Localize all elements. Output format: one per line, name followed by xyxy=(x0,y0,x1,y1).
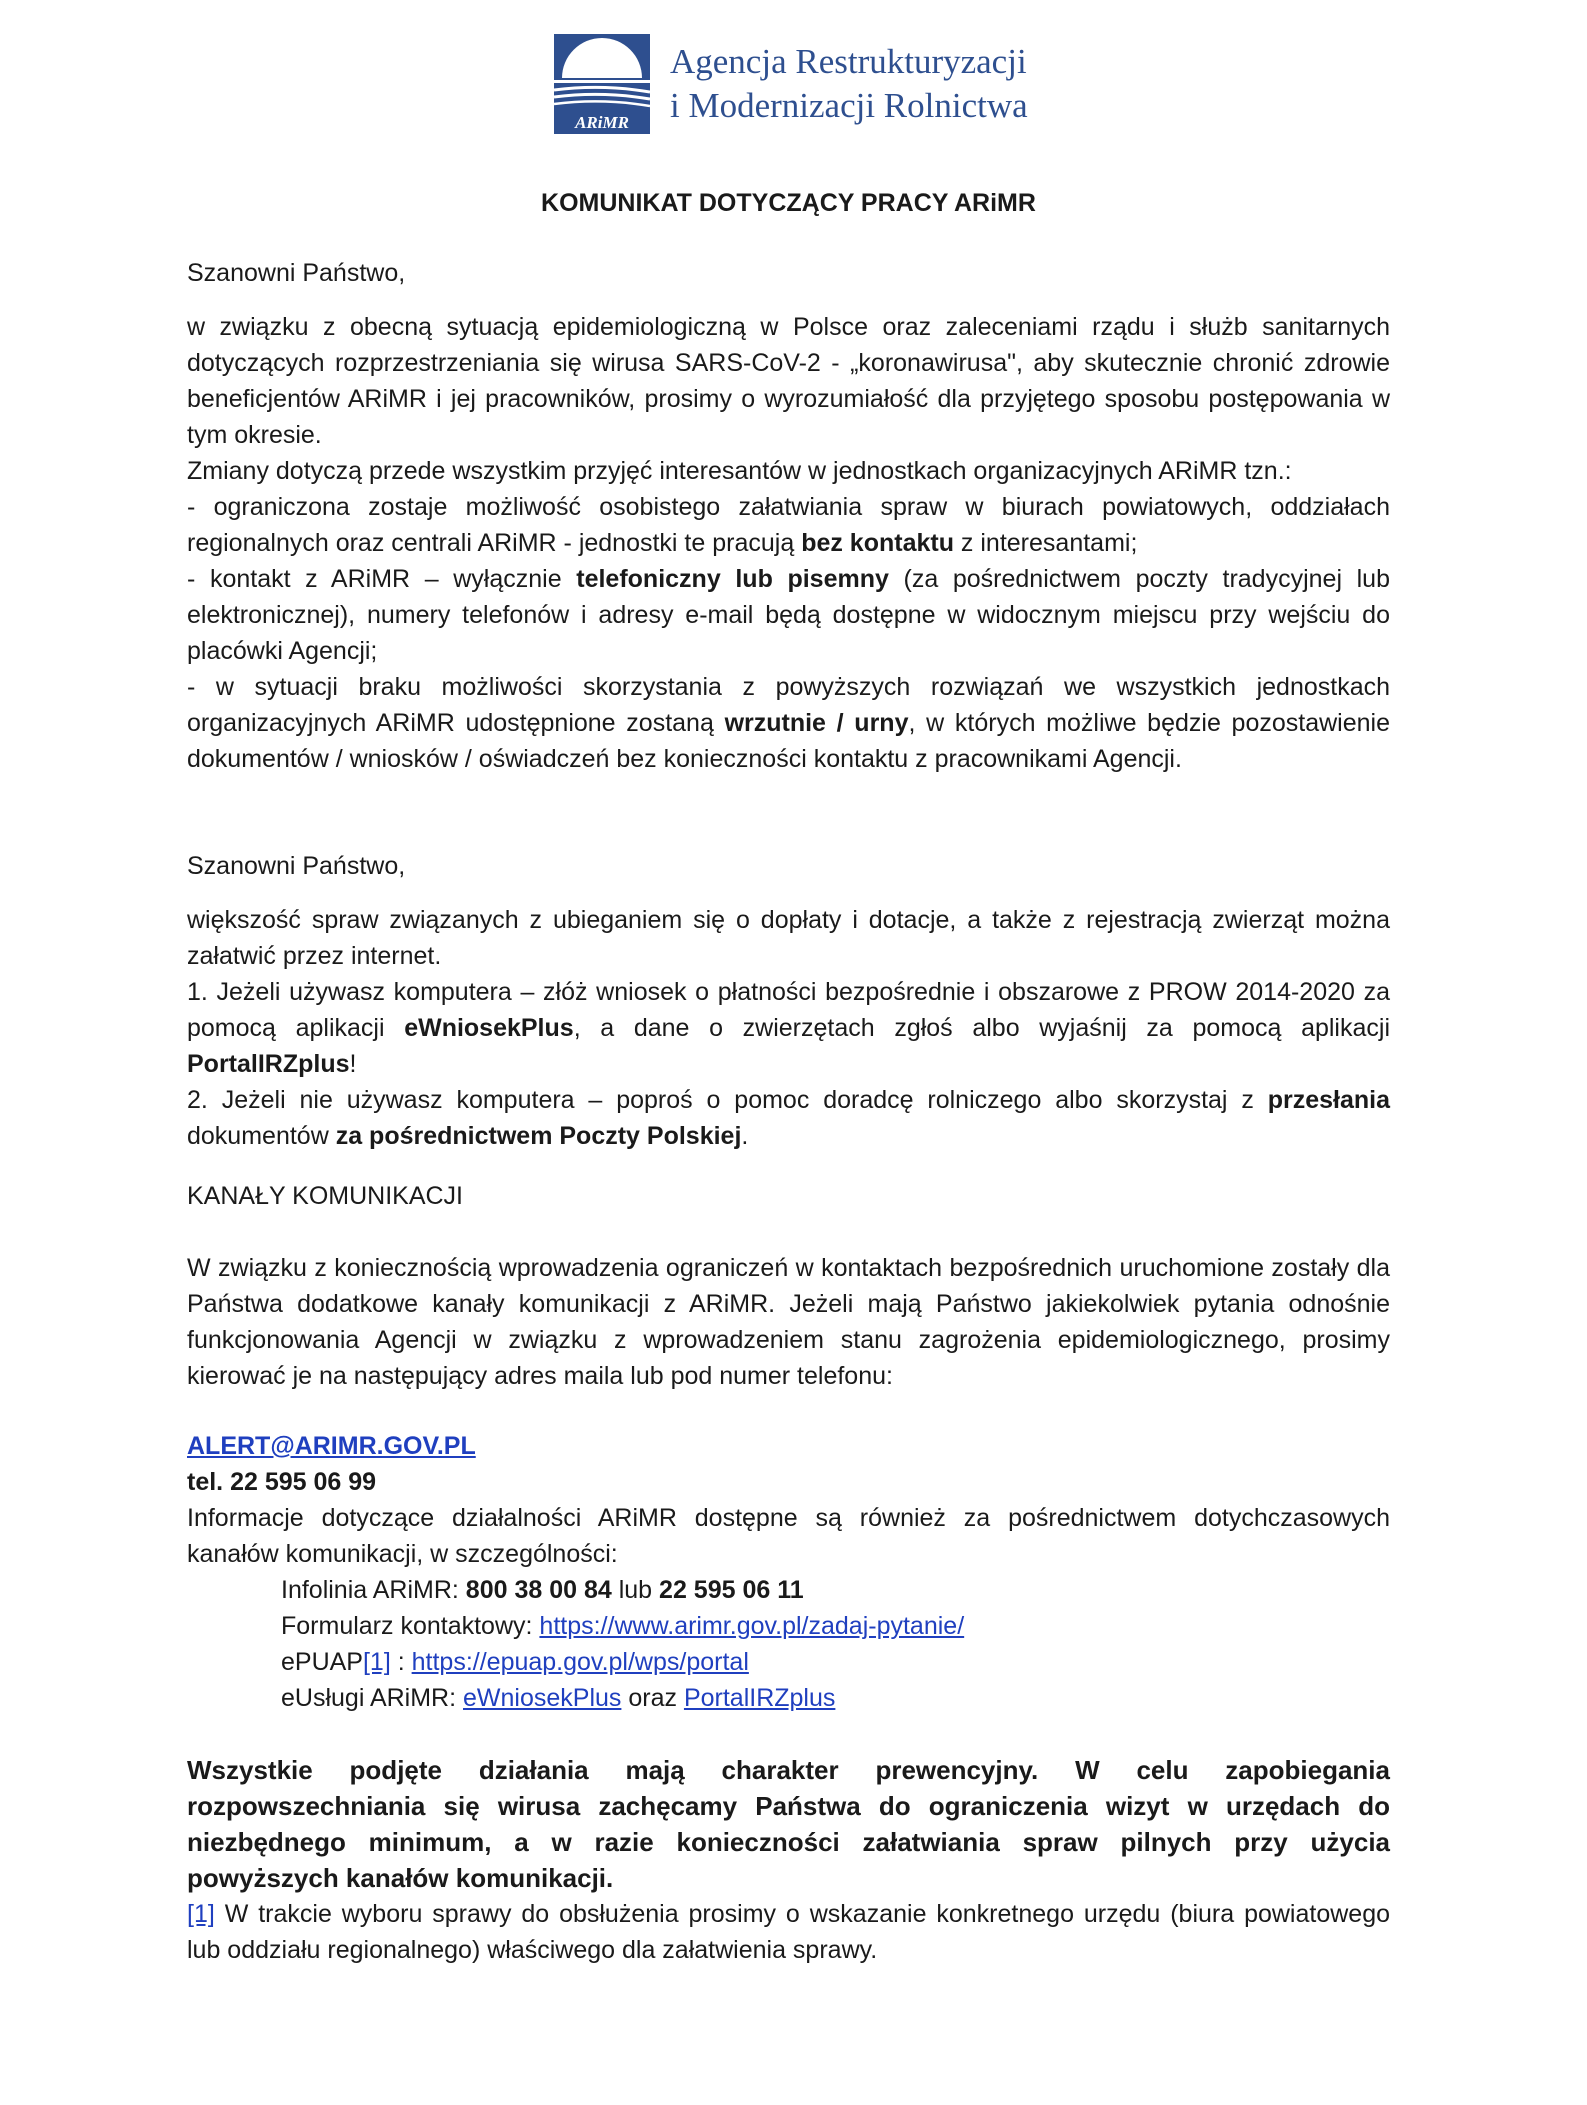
internet-option-1 xyxy=(187,974,1390,1082)
change-item-2-bold: telefoniczny lub pisemny xyxy=(576,565,889,593)
footnote-ref[interactable]: [1] xyxy=(187,1900,215,1928)
change-item-3-bold: wrzutnie / urny xyxy=(724,709,909,737)
epuap-separator: : xyxy=(390,1648,412,1676)
change-item-1-bold: bez kontaktu xyxy=(801,529,954,557)
arimr-logo-mark xyxy=(554,34,650,134)
option-2-text-c: . xyxy=(741,1122,749,1150)
channels-info: Informacje dotyczące działalności ARiMR dostępne są również za pośrednictwem dotychczasowych kanałów komunikacji, w szczególności: xyxy=(187,1504,1390,1568)
option-2-bold-2: za pośrednictwem Poczty Polskiej xyxy=(335,1122,742,1150)
alert-email-link[interactable]: ALERT@ARIMR.GOV.PL xyxy=(187,1432,476,1460)
option-1-app-portalirzplus: PortalIRZplus xyxy=(187,1050,350,1078)
footnote-text: W trakcie wyboru sprawy do obsłużenia prosimy o wskazanie konkretnego urzędu (biura powiatowego lub oddziału regionalnego) właściwego dla załatwienia sprawy. xyxy=(187,1900,1390,1964)
option-1-text-a: 1. Jeżeli używasz komputera – złóż wniosek o płatności bezpośrednie i obszarowe z PROW 2014-2020 za pomocą aplikacji xyxy=(187,978,1390,1042)
contact-email-line xyxy=(187,1428,1390,1464)
change-item-2 xyxy=(187,561,1390,669)
epuap-line xyxy=(187,1644,1484,1680)
greeting-1: Szanowni Państwo, xyxy=(187,259,406,287)
greeting-2: Szanowni Państwo, xyxy=(187,852,406,880)
option-2-text-b: dokumentów xyxy=(187,1122,336,1150)
infolinia-number-1: 800 38 00 84 xyxy=(465,1576,612,1604)
option-1-text-c: ! xyxy=(349,1050,357,1078)
option-1-text-b: , a dane o zwierzętach zgłoś albo wyjaśnij za pomocą aplikacji xyxy=(573,1014,1391,1042)
section1-intro: w związku z obecną sytuacją epidemiologiczną w Polsce oraz zaleceniami rządu i służb sanitarnych dotyczących rozprzestrzeniania się wirusa SARS-CoV-2 - „koronawirusa", aby skutecznie chronić zdrowie beneficjentów ARiMR i jej pracowników, prosimy o wyrozumiałość dla przyjętego sposobu postępowania w tym okresie. xyxy=(187,313,1390,449)
contact-form-line xyxy=(187,1608,1484,1644)
epuap-label: ePUAP xyxy=(281,1648,363,1676)
change-item-1-text-a: - ograniczona zostaje możliwość osobistego załatwiania spraw w biurach powiatowych, oddziałach regionalnych oraz centrali ARiMR - jednostki te pracują xyxy=(187,493,1390,557)
contact-form-label: Formularz kontaktowy: xyxy=(281,1612,540,1640)
change-item-2-text-b: (za pośrednictwem poczty tradycyjnej lub elektronicznej), numery telefonów i adresy e-mail będą dostępne w widocznym miejscu przy wejściu do placówki Agencji; xyxy=(187,565,1390,665)
logo-text-line1: Agencja Restrukturyzacji xyxy=(670,42,1027,81)
change-item-2-text-a: - kontakt z ARiMR – wyłącznie xyxy=(187,565,577,593)
infolinia-label: Infolinia ARiMR: xyxy=(281,1576,466,1604)
change-item-1 xyxy=(187,489,1390,561)
section2-intro: większość spraw związanych z ubieganiem się o dopłaty i dotacje, a także z rejestracją zwierząt można załatwić przez internet. xyxy=(187,906,1390,970)
change-item-3 xyxy=(187,669,1390,777)
contact-form-link[interactable]: https://www.arimr.gov.pl/zadaj-pytanie/ xyxy=(539,1612,965,1640)
infolinia-number-2: 22 595 06 11 xyxy=(659,1576,804,1604)
epuap-link[interactable]: https://epuap.gov.pl/wps/portal xyxy=(411,1648,749,1676)
option-2-bold-1: przesłania xyxy=(1267,1086,1390,1114)
arimr-logo xyxy=(554,34,1034,134)
contact-phone: tel. 22 595 06 99 xyxy=(187,1468,377,1496)
logo-badge: ARiMR xyxy=(575,113,629,132)
closing-statement: Wszystkie podjęte działania mają charakter prewencyjny. W celu zapobiegania rozpowszechniania się wirusa zachęcamy Państwa do ograniczenia wizyt w urzędach do niezbędnego minimum, a w razie konieczności załatwiania spraw pilnych przy użycia powyższych kanałów komunikacji. xyxy=(187,1755,1390,1893)
eservices-portalirzplus-link[interactable]: PortalIRZplus xyxy=(683,1684,836,1712)
channels-heading: KANAŁY KOMUNIKACJI xyxy=(187,1182,464,1210)
infolinia-or: lub xyxy=(611,1576,660,1604)
epuap-footnote-ref[interactable]: [1] xyxy=(362,1648,391,1676)
change-item-3-text-b: , w których możliwe będzie pozostawienie dokumentów / wniosków / oświadczeń bez konieczności kontaktu z pracownikami Agencji. xyxy=(187,709,1390,773)
change-item-3-text-a: - w sytuacji braku możliwości skorzystania z powyższych rozwiązań we wszystkich jednostkach organizacyjnych ARiMR udostępnione zostaną xyxy=(187,673,1390,737)
option-1-app-ewniosekplus: eWniosekPlus xyxy=(404,1014,574,1042)
eservices-and: oraz xyxy=(621,1684,684,1712)
option-2-text-a: 2. Jeżeli nie używasz komputera – poproś o pomoc doradcę rolniczego albo skorzystaj z xyxy=(187,1086,1268,1114)
eservices-label: eUsługi ARiMR: xyxy=(281,1684,463,1712)
changes-lead: Zmiany dotyczą przede wszystkim przyjęć interesantów w jednostkach organizacyjnych ARiMR tzn.: xyxy=(187,457,1292,485)
channels-intro: W związku z koniecznością wprowadzenia ograniczeń w kontaktach bezpośrednich uruchomione zostały dla Państwa dodatkowe kanały komunikacji z ARiMR. Jeżeli mają Państwo jakiekolwiek pytania odnośnie funkcjonowania Agencji w związku z wprowadzeniem stanu zagrożenia epidemiologicznego, prosimy kierować je na następujący adres maila lub pod numer telefonu: xyxy=(187,1254,1390,1390)
eservices-line xyxy=(187,1680,1484,1716)
page-title: KOMUNIKAT DOTYCZĄCY PRACY ARiMR xyxy=(541,189,1036,217)
logo-text xyxy=(670,40,1050,128)
internet-option-2 xyxy=(187,1082,1390,1154)
footnote xyxy=(187,1896,1390,1968)
logo-text-line2: i Modernizacji Rolnictwa xyxy=(670,86,1028,125)
infolinia-line xyxy=(187,1572,1484,1608)
change-item-1-text-b: z interesantami; xyxy=(953,529,1138,557)
eservices-ewniosekplus-link[interactable]: eWniosekPlus xyxy=(463,1684,622,1712)
